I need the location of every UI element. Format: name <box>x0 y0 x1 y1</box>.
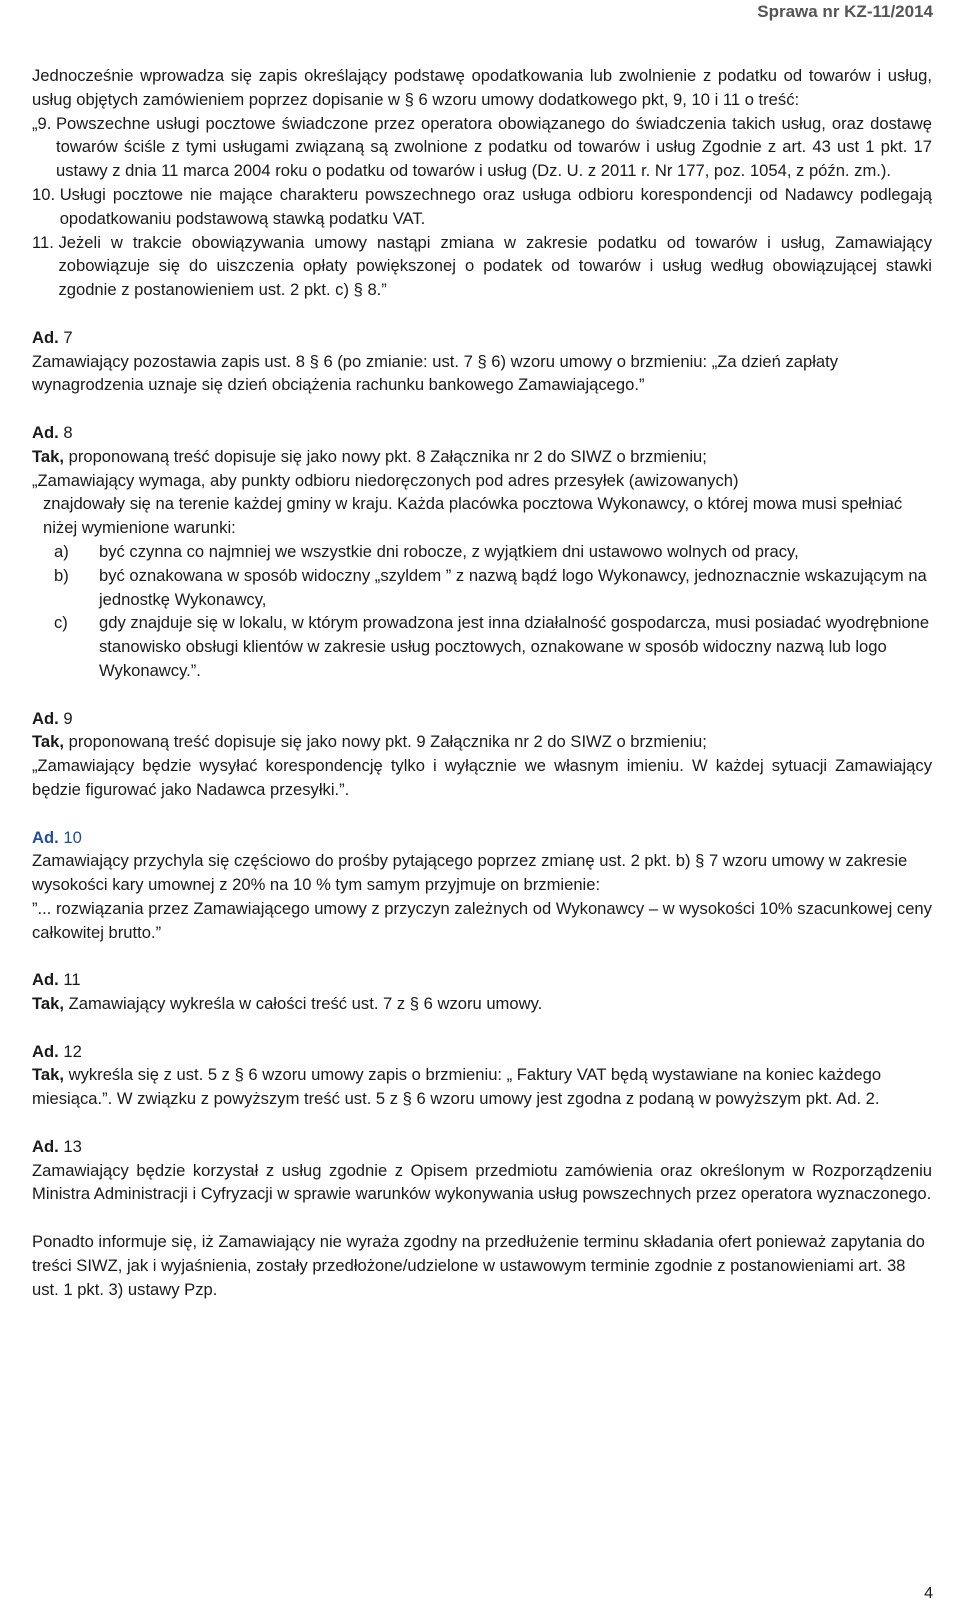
case-number-header: Sprawa nr KZ-11/2014 <box>757 2 933 21</box>
answer-text: proponowaną treść dopisuje się jako nowy pkt. 8 Załącznika nr 2 do SIWZ o brzmieniu; <box>63 446 707 466</box>
point-number: 11. <box>32 232 59 252</box>
ad8-quote-rest: znajdowały się na terenie każdej gminy w kraju. Każda placówka pocztowa Wykonawcy, o której mowa musi spełniać niżej wymienione warunki: <box>43 494 903 538</box>
condition-text: gdy znajduje się w lokalu, w którym prowadzona jest inna działalność gospodarcza, musi posiadać wyodrębnione stanowisko obsługi klientów w zakresie usług pocztowych, oznakowane w sposób widoczny nazwą lub logo Wykonawcy.”. <box>99 613 930 680</box>
answer-text: Zamawiający wykreśla w całości treść ust. 7 z § 6 wzoru umowy. <box>63 994 543 1014</box>
tak-label: Tak, <box>32 732 64 752</box>
ad12-answer <box>32 1063 932 1111</box>
ad11-heading <box>32 968 932 992</box>
condition-label: c) <box>54 613 68 633</box>
ad9-quote: „Zamawiający będzie wysyłać korespondencję tylko i wyłącznie we własnym imieniu. W każdej sytuacji Zamawiający będzie figurować jako Nadawca przesyłki.”. <box>32 756 932 799</box>
ad-label: Ad. <box>32 1136 59 1156</box>
ad9-heading <box>32 707 932 731</box>
closing-paragraph: Ponadto informuje się, iż Zamawiający nie wyraża zgodny na przedłużenie terminu składania ofert ponieważ zapytania do treści SIWZ, jak i wyjaśnienia, zostały przedłożone/udzielone w ustawowym terminie zgodnie z postanowieniami art. 38 ust. 1 pkt. 3) ustawy Pzp. <box>32 1232 925 1299</box>
point-number: „9. <box>32 113 56 133</box>
ad-number: 11 <box>58 970 81 990</box>
condition-item <box>54 564 932 612</box>
ad8-quote-first-line: „Zamawiający wymaga, aby punkty odbioru niedoręczonych pod adres przesyłek (awizowanych) <box>32 470 739 490</box>
ad11-answer <box>32 992 932 1016</box>
ad-number: 9 <box>58 708 73 728</box>
ad-number: 12 <box>58 1041 82 1061</box>
ad10-text: Zamawiający przychyla się częściowo do prośby pytającego poprzez zmianę ust. 2 pkt. b) § 7 wzoru umowy w zakresie wysokości kary umownej z 20% na 10 % tym samym przyjmuje on brzmienie: <box>32 851 908 895</box>
ad-number: 10 <box>58 827 82 847</box>
ad-label: Ad. <box>32 422 59 442</box>
ad-label: Ad. <box>32 327 59 347</box>
ad10-quote: ”... rozwiązania przez Zamawiającego umowy z przyczyn zależnych od Wykonawcy – w wysokości 10% szacunkowej ceny całkowitej brutto.” <box>32 898 932 942</box>
intro-paragraph: Jednocześnie wprowadza się zapis określający podstawę opodatkowania lub zwolnienie z podatku od towarów i usług, usług objętych zamówieniem poprzez dopisanie w § 6 wzoru umowy dodatkowego pkt, 9, 10 i 11 o treść: <box>32 66 932 109</box>
point-11 <box>32 231 932 302</box>
ad13-heading <box>32 1135 932 1159</box>
ad7-text: Zamawiający pozostawia zapis ust. 8 § 6 (po zmianie: ust. 7 § 6) wzoru umowy o brzmieniu: „Za dzień zapłaty wynagrodzenia uznaje się dzień obciążenia rachunku bankowego Zamawiającego.” <box>32 351 839 395</box>
point-9 <box>32 112 932 183</box>
page-number: 4 <box>924 1585 933 1602</box>
ad13-text: Zamawiający będzie korzystał z usług zgodnie z Opisem przedmiotu zamówienia oraz określonym w Rozporządzeniu Ministra Administracji i Cyfryzacji w sprawie warunków wykonywania usług powszechnych przez operatora wyznaczonego. <box>32 1160 932 1204</box>
answer-text: wykreśla się z ust. 5 z § 6 wzoru umowy zapis o brzmieniu: „ Faktury VAT będą wystawiane na koniec każdego miesiąca.”. W związku z powyższym treść ust. 5 z § 6 wzoru umowy jest zgodna z podaną w powyższym pkt. Ad. 2. <box>32 1065 882 1109</box>
condition-item <box>54 540 932 564</box>
document-body <box>32 64 932 1301</box>
tak-label: Tak, <box>32 1065 64 1085</box>
condition-text: być oznakowana w sposób widoczny „szyldem ” z nazwą bądź logo Wykonawcy, jednoznacznie wskazującym na jednostkę Wykonawcy, <box>99 565 927 609</box>
ad8-conditions-list <box>43 540 932 683</box>
point-number: 10. <box>32 184 60 204</box>
condition-label: b) <box>54 565 69 585</box>
ad-number: 8 <box>58 422 73 442</box>
ad-label: Ad. <box>32 708 59 728</box>
ad-label: Ad. <box>32 970 59 990</box>
condition-text: być czynna co najmniej we wszystkie dni robocze, z wyjątkiem dni ustawowo wolnych od pracy, <box>99 541 799 561</box>
ad-label: Ad. <box>32 827 59 847</box>
ad10-heading <box>32 826 932 850</box>
point-10 <box>32 183 932 231</box>
tak-label: Tak, <box>32 994 64 1014</box>
ad-number: 7 <box>58 327 73 347</box>
point-text: Powszechne usługi pocztowe świadczone przez operatora obowiązanego do świadczenia takich usług, oraz dostawę towarów ściśle z tymi usługami związaną są zwolnione z podatku od towarów i usług Zgodnie z art. 43 ust 1 pkt. 17 ustawy z dnia 11 marca 2004 roku o podatku od towarów i usług (Dz. U. z 2011 r. Nr 177, poz. 1054, z późn. zm.). <box>55 113 932 181</box>
ad8-heading <box>32 421 932 445</box>
point-text: Jeżeli w trakcie obowiązywania umowy nastąpi zmiana w zakresie podatku od towarów i usług, Zamawiający zobowiązuje się do uiszczenia opłaty powiększonej o podatek od towarów i usług według obowiązującej stawki zgodnie z postanowieniem ust. 2 pkt. c) § 8.” <box>58 232 932 300</box>
tak-label: Tak, <box>32 446 64 466</box>
ad7-heading <box>32 326 932 350</box>
ad8-answer <box>32 445 932 469</box>
point-text: Usługi pocztowe nie mające charakteru powszechnego oraz usługa odbioru korespondencji od Nadawcy podlegają opodatkowaniu podstawową stawką podatku VAT. <box>59 184 932 228</box>
ad8-quote-body <box>32 492 932 682</box>
condition-item <box>54 611 932 682</box>
ad-label: Ad. <box>32 1041 59 1061</box>
ad12-heading <box>32 1040 932 1064</box>
ad9-answer <box>32 730 932 754</box>
ad-number: 13 <box>58 1136 82 1156</box>
answer-text: proponowaną treść dopisuje się jako nowy pkt. 9 Załącznika nr 2 do SIWZ o brzmieniu; <box>63 732 707 752</box>
condition-label: a) <box>54 541 69 561</box>
